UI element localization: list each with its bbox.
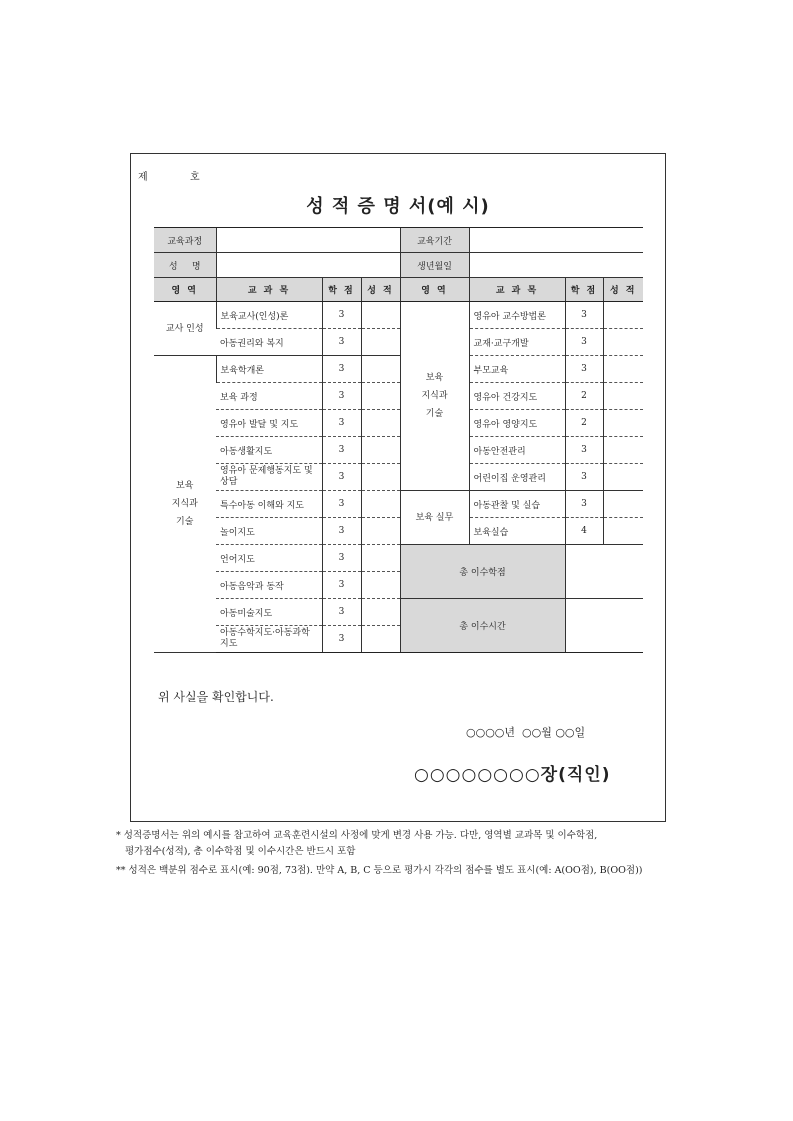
grade-table [154, 227, 643, 653]
area-line: 보육 [176, 481, 194, 491]
footnote-mark: * [116, 830, 121, 841]
credit-cell: 3 [322, 383, 361, 410]
period-value [469, 228, 643, 253]
footnote-mark: ** [116, 865, 126, 876]
credit-cell: 3 [322, 437, 361, 464]
document-number [138, 168, 200, 183]
subject-cell: 언어지도 [216, 545, 322, 572]
table-header [154, 278, 643, 302]
issue-date: ○○○○년 ○○월 ○○일 [466, 726, 586, 739]
credit-cell: 3 [565, 491, 603, 518]
table-row [154, 464, 643, 491]
grade-cell [361, 626, 400, 653]
grade-cell [603, 437, 643, 464]
credit-cell: 2 [565, 383, 603, 410]
subject-cell: 교재·교구개발 [469, 329, 565, 356]
footnote-line: 성적은 백분위 점수로 표시(예: 90점, 73점). 만약 A, B, C 등으로 평가시 각각의 점수를 별도 표시(예: A(OO점), B(OO점)) [128, 865, 643, 876]
grade-cell [361, 356, 400, 383]
subject-cell: 보육학개론 [216, 356, 322, 383]
credit-cell: 3 [322, 491, 361, 518]
info-row-name [154, 253, 643, 278]
table-row [154, 383, 643, 410]
info-row-course [154, 228, 643, 253]
header-area-left: 영 역 [154, 278, 216, 302]
credit-cell: 3 [322, 464, 361, 491]
total-credits-value [565, 545, 643, 599]
header-grade-right: 성 적 [603, 278, 643, 302]
subject-cell: 아동권리와 복지 [216, 329, 322, 356]
subject-cell: 특수아동 이해와 지도 [216, 491, 322, 518]
subject-cell: 영유아 건강지도 [469, 383, 565, 410]
header-grade-left: 성 적 [361, 278, 400, 302]
grade-cell [361, 383, 400, 410]
table-row [154, 437, 643, 464]
grade-cell [361, 599, 400, 626]
grade-cell [361, 491, 400, 518]
credit-cell: 3 [322, 572, 361, 599]
subject-cell: 보육 과정 [216, 383, 322, 410]
grade-cell [361, 464, 400, 491]
footnote-2 [116, 863, 696, 879]
grade-cell [361, 410, 400, 437]
subject-cell: 부모교육 [469, 356, 565, 383]
grade-cell [361, 302, 400, 329]
subject-cell: 놀이지도 [216, 518, 322, 545]
header-subject-left: 교 과 목 [216, 278, 322, 302]
credit-cell: 2 [565, 410, 603, 437]
grade-cell [603, 329, 643, 356]
credit-cell: 3 [565, 356, 603, 383]
page-title: 성 적 증 명 서(예 시) [306, 196, 490, 217]
grade-cell [361, 518, 400, 545]
table-row [154, 329, 643, 356]
table-row [154, 491, 643, 518]
subject-cell: 아동생활지도 [216, 437, 322, 464]
period-label: 교육기간 [400, 228, 469, 253]
issuer-seal: ○○○○○○○○장(직인) [414, 765, 611, 785]
subject-cell: 영유아 교수방법론 [469, 302, 565, 329]
grade-cell [361, 545, 400, 572]
header-subject-right: 교 과 목 [469, 278, 565, 302]
subject-cell: 아동안전관리 [469, 437, 565, 464]
course-value [216, 228, 400, 253]
area-line: 기술 [176, 517, 194, 527]
area-line: 보육 [425, 373, 444, 383]
subject-cell: 아동음악과 동작 [216, 572, 322, 599]
area-childcare-knowledge-left [154, 356, 216, 653]
subject-cell: 보육교사(인성)론 [216, 302, 322, 329]
grade-cell [603, 356, 643, 383]
credit-cell: 3 [322, 545, 361, 572]
total-hours-value [565, 599, 643, 653]
birth-label: 생년월일 [400, 253, 469, 278]
subject-cell: 보육실습 [469, 518, 565, 545]
grade-cell [603, 464, 643, 491]
grade-cell [603, 410, 643, 437]
credit-cell: 3 [322, 329, 361, 356]
total-hours-label: 총 이수시간 [400, 599, 565, 653]
grade-cell [603, 302, 643, 329]
subject-cell: 영유아 영양지도 [469, 410, 565, 437]
credit-cell: 3 [565, 437, 603, 464]
area-line: 기술 [425, 409, 444, 419]
header-credit-left: 학 점 [322, 278, 361, 302]
credit-cell: 3 [322, 356, 361, 383]
table-row [154, 356, 643, 383]
confirmation-text: 위 사실을 확인합니다. [158, 690, 274, 704]
name-value [216, 253, 400, 278]
name-label: 성 명 [154, 253, 216, 278]
grade-cell [603, 383, 643, 410]
total-credits-label: 총 이수학점 [400, 545, 565, 599]
credit-cell: 3 [322, 599, 361, 626]
subject-cell: 아동미술지도 [216, 599, 322, 626]
header-credit-right: 학 점 [565, 278, 603, 302]
grade-cell [603, 491, 643, 518]
area-teacher-character: 교사 인성 [154, 302, 216, 356]
footnote-line: 평가점수(성적), 총 이수학점 및 이수시간은 반드시 포함 [125, 846, 356, 857]
table-row [154, 599, 643, 626]
area-childcare-practice: 보육 실무 [400, 491, 469, 545]
credit-cell: 3 [565, 302, 603, 329]
grade-cell [361, 572, 400, 599]
header-area-right: 영 역 [400, 278, 469, 302]
area-childcare-knowledge-right [400, 302, 469, 491]
grade-cell [361, 329, 400, 356]
credit-cell: 3 [322, 302, 361, 329]
credit-cell: 3 [322, 626, 361, 653]
subject-cell: 아동관찰 및 실습 [469, 491, 565, 518]
subject-cell: 영유아 문제행동지도 및 상담 [216, 464, 322, 491]
subject-cell: 영유아 발달 및 지도 [216, 410, 322, 437]
table-row [154, 410, 643, 437]
birth-value [469, 253, 643, 278]
credit-cell: 4 [565, 518, 603, 545]
footnote-line: 성적증명서는 위의 예시를 참고하여 교육훈련시설의 사정에 맞게 변경 사용 가능. 다만, 영역별 교과목 및 이수학점, [123, 830, 598, 841]
number-suffix: 호 [190, 172, 200, 183]
table-row [154, 545, 643, 572]
credit-cell: 3 [565, 464, 603, 491]
grade-cell [603, 518, 643, 545]
credit-cell: 3 [565, 329, 603, 356]
area-line: 지식과 [421, 391, 448, 401]
area-line: 지식과 [171, 499, 198, 509]
credit-cell: 3 [322, 518, 361, 545]
table-row [154, 518, 643, 545]
credit-cell: 3 [322, 410, 361, 437]
table-row [154, 302, 643, 329]
subject-cell: 어린이집 운영관리 [469, 464, 565, 491]
subject-cell: 아동수학지도·아동과학지도 [216, 626, 322, 653]
footnote-1 [116, 828, 696, 860]
course-label: 교육과정 [154, 228, 216, 253]
grade-cell [361, 437, 400, 464]
number-prefix: 제 [138, 172, 148, 183]
